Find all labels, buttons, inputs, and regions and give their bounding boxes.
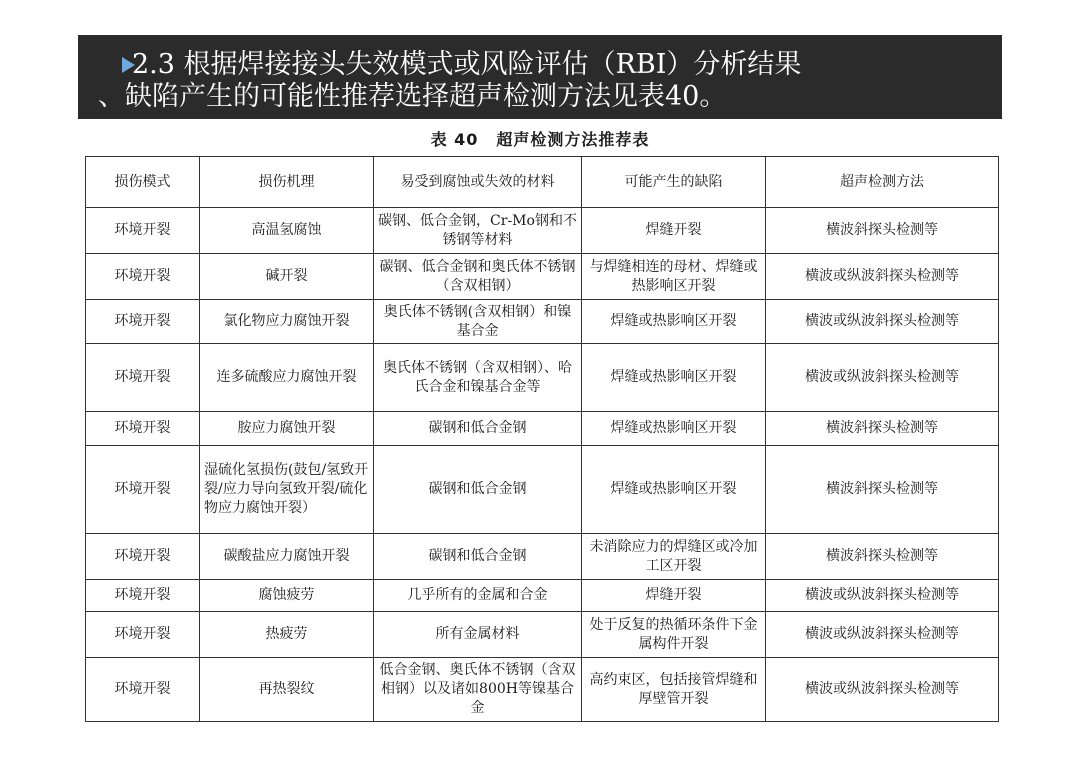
cell-material: 碳钢和低合金钢 [374, 446, 582, 534]
table-number: 表 40 [430, 130, 479, 149]
table-row [86, 300, 999, 344]
cell-method: 横波斜探头检测等 [766, 534, 999, 580]
cell-material: 碳钢和低合金钢 [374, 534, 582, 580]
cell-method: 横波或纵波斜探头检测等 [766, 300, 999, 344]
cell-damage-mechanism: 高温氢腐蚀 [200, 208, 374, 254]
table-title: 超声检测方法推荐表 [496, 130, 650, 149]
slide-heading [78, 35, 1002, 119]
cell-damage-mode: 环境开裂 [86, 344, 200, 412]
cell-damage-mechanism: 氯化物应力腐蚀开裂 [200, 300, 374, 344]
cell-method: 横波斜探头检测等 [766, 412, 999, 446]
table-header-row [86, 157, 999, 208]
cell-method: 横波斜探头检测等 [766, 446, 999, 534]
table-caption [0, 127, 1080, 150]
header-damage-mechanism: 损伤机理 [200, 157, 374, 208]
cell-damage-mechanism: 胺应力腐蚀开裂 [200, 412, 374, 446]
cell-damage-mode: 环境开裂 [86, 580, 200, 612]
cell-defect: 焊缝或热影响区开裂 [582, 344, 766, 412]
cell-damage-mechanism: 热疲劳 [200, 612, 374, 658]
table-row [86, 208, 999, 254]
cell-material: 低合金钢、奥氏体不锈钢（含双相钢）以及诸如800H等镍基合金 [374, 658, 582, 722]
cell-method: 横波或纵波斜探头检测等 [766, 580, 999, 612]
header-ut-method: 超声检测方法 [766, 157, 999, 208]
cell-defect: 焊缝或热影响区开裂 [582, 446, 766, 534]
cell-defect: 高约束区，包括接管焊缝和厚壁管开裂 [582, 658, 766, 722]
cell-defect: 与焊缝相连的母材、焊缝或热影响区开裂 [582, 254, 766, 300]
table-row [86, 612, 999, 658]
cell-material: 几乎所有的金属和合金 [374, 580, 582, 612]
cell-defect: 未消除应力的焊缝区或冷加工区开裂 [582, 534, 766, 580]
cell-defect: 焊缝开裂 [582, 580, 766, 612]
cell-defect: 焊缝或热影响区开裂 [582, 412, 766, 446]
table-row [86, 580, 999, 612]
cell-damage-mode: 环境开裂 [86, 446, 200, 534]
cell-defect: 焊缝或热影响区开裂 [582, 300, 766, 344]
cell-damage-mechanism: 连多硫酸应力腐蚀开裂 [200, 344, 374, 412]
table-row [86, 254, 999, 300]
ultrasonic-method-table [85, 156, 999, 722]
heading-line-1: 2.3 根据焊接接头失效模式或风险评估（RBI）分析结果 [132, 49, 802, 80]
cell-damage-mode: 环境开裂 [86, 254, 200, 300]
cell-material: 奥氏体不锈钢(含双相钢）和镍基合金 [374, 300, 582, 344]
cell-damage-mechanism: 再热裂纹 [200, 658, 374, 722]
cell-method: 横波斜探头检测等 [766, 208, 999, 254]
cell-material: 碳钢和低合金钢 [374, 412, 582, 446]
cell-material: 奥氏体不锈钢（含双相钢）、哈氏合金和镍基合金等 [374, 344, 582, 412]
cell-damage-mechanism: 碳酸盐应力腐蚀开裂 [200, 534, 374, 580]
cell-method: 横波或纵波斜探头检测等 [766, 254, 999, 300]
cell-defect: 处于反复的热循环条件下金属构件开裂 [582, 612, 766, 658]
cell-method: 横波或纵波斜探头检测等 [766, 344, 999, 412]
table-row [86, 412, 999, 446]
cell-material: 所有金属材料 [374, 612, 582, 658]
table-row [86, 446, 999, 534]
cell-material: 碳钢、低合金钢和奥氏体不锈钢（含双相钢） [374, 254, 582, 300]
header-damage-mode: 损伤模式 [86, 157, 200, 208]
arrow-bullet-icon [122, 57, 135, 73]
table-row [86, 534, 999, 580]
cell-damage-mechanism: 腐蚀疲劳 [200, 580, 374, 612]
cell-damage-mode: 环境开裂 [86, 534, 200, 580]
heading-line-2: 、缺陷产生的可能性推荐选择超声检测方法见表40。 [98, 81, 727, 112]
cell-damage-mode: 环境开裂 [86, 612, 200, 658]
cell-damage-mechanism: 湿硫化氢损伤(鼓包/氢致开裂/应力导向氢致开裂/硫化物应力腐蚀开裂） [200, 446, 374, 534]
cell-method: 横波或纵波斜探头检测等 [766, 612, 999, 658]
cell-damage-mode: 环境开裂 [86, 208, 200, 254]
header-possible-defect: 可能产生的缺陷 [582, 157, 766, 208]
cell-material: 碳钢、低合金钢，Cr-Mo钢和不锈钢等材料 [374, 208, 582, 254]
cell-damage-mode: 环境开裂 [86, 300, 200, 344]
cell-damage-mode: 环境开裂 [86, 658, 200, 722]
table-row [86, 344, 999, 412]
cell-damage-mechanism: 碱开裂 [200, 254, 374, 300]
table-row [86, 658, 999, 722]
header-susceptible-material: 易受到腐蚀或失效的材料 [374, 157, 582, 208]
cell-damage-mode: 环境开裂 [86, 412, 200, 446]
cell-defect: 焊缝开裂 [582, 208, 766, 254]
cell-method: 横波或纵波斜探头检测等 [766, 658, 999, 722]
